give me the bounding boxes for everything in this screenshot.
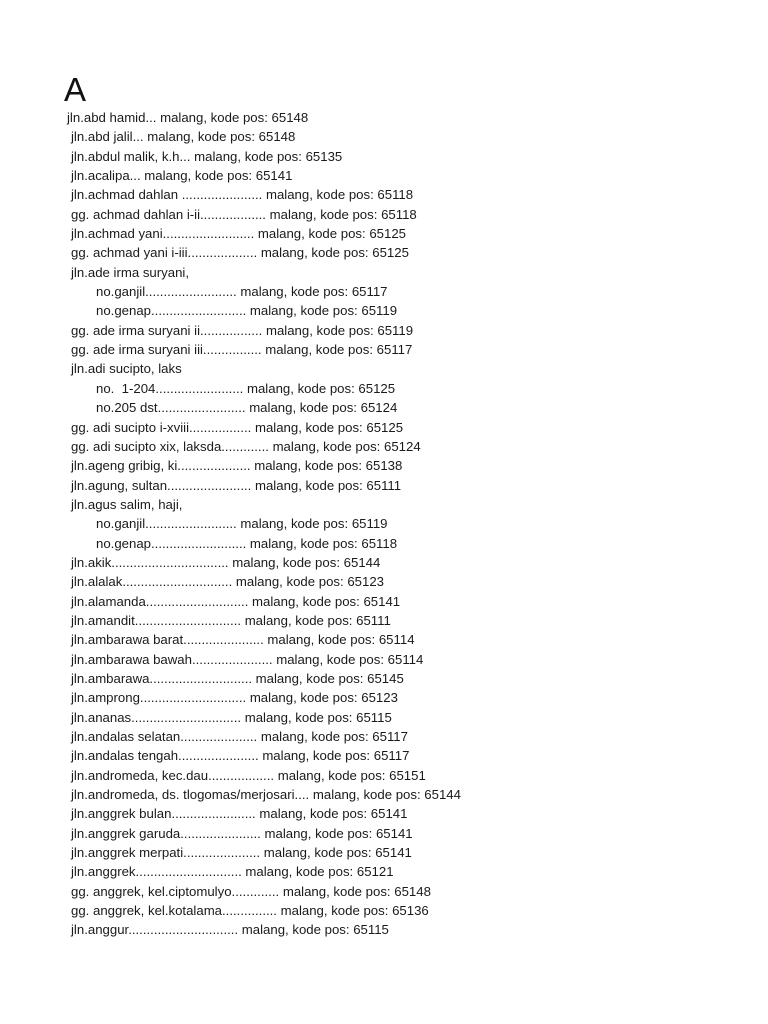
street-entry: jln.akik................................ malang, kode pos: 65144: [71, 554, 381, 570]
street-entry: jln.anggrek merpati..................... malang, kode pos: 65141: [71, 845, 412, 861]
street-entry: jln.andalas selatan..................... malang, kode pos: 65117: [71, 729, 408, 744]
street-entry: jln.ambarawa barat...................... malang, kode pos: 65114: [71, 632, 415, 648]
street-entry: jln.ambarawa bawah...................... malang, kode pos: 65114: [71, 651, 424, 667]
street-entry: jln.achmad dahlan ...................... malang, kode pos: 65118: [71, 187, 414, 203]
street-entry: jln.ambarawa............................ malang, kode pos: 65145: [71, 670, 404, 686]
street-entry: jln.abdul malik, k.h... malang, kode pos: 65135: [71, 148, 343, 164]
street-entry: gg. adi sucipto xix, laksda............. malang, kode pos: 65124: [71, 438, 421, 454]
street-entry: no.genap.......................... malang, kode pos: 65119: [96, 303, 398, 319]
street-entry: no.ganjil......................... malang, kode pos: 65117: [96, 284, 388, 300]
street-entry: no.genap.......................... malang, kode pos: 65118: [96, 535, 398, 551]
street-entry: jln.andromeda, kec.dau.................. malang, kode pos: 65151: [71, 767, 426, 783]
street-entry: jln.acalipa... malang, kode pos: 65141: [71, 168, 293, 184]
street-entry: gg. ade irma suryani iii................ malang, kode pos: 65117: [71, 342, 413, 358]
street-entry: no.ganjil......................... malang, kode pos: 65119: [96, 516, 388, 532]
street-entry: jln.ageng gribig, ki.................... malang, kode pos: 65138: [71, 458, 403, 474]
street-entry: jln.anggrek garuda...................... malang, kode pos: 65141: [71, 825, 413, 841]
street-entry: jln.alalak.............................. malang, kode pos: 65123: [71, 574, 384, 590]
street-entry: jln.ananas.............................. malang, kode pos: 65115: [71, 709, 392, 725]
street-entry: jln.amprong............................. malang, kode pos: 65123: [71, 690, 398, 706]
street-list: [0, 108, 461, 940]
street-entry: gg. achmad yani i-iii................... malang, kode pos: 65125: [71, 245, 409, 261]
street-entry: jln.agung, sultan....................... malang, kode pos: 65111: [71, 477, 402, 493]
street-entry: jln.adi sucipto, laks: [71, 361, 182, 377]
street-entry: gg. achmad dahlan i-ii.................. malang, kode pos: 65118: [71, 206, 417, 222]
street-entry: jln.anggrek............................. malang, kode pos: 65121: [71, 864, 394, 880]
section-heading: A: [64, 71, 87, 108]
street-entry: no.205 dst........................ malang, kode pos: 65124: [96, 400, 398, 416]
street-entry: no. 1-204........................ malang, kode pos: 65125: [96, 380, 396, 396]
street-entry: jln.anggur.............................. malang, kode pos: 65115: [71, 922, 389, 938]
street-entry: jln.abd jalil... malang, kode pos: 65148: [71, 129, 296, 145]
street-entry: gg. anggrek, kel.kotalama............... malang, kode pos: 65136: [71, 903, 429, 919]
street-entry: gg. anggrek, kel.ciptomulyo............. malang, kode pos: 65148: [71, 883, 431, 899]
street-entry: jln.alamanda............................ malang, kode pos: 65141: [71, 593, 401, 609]
street-entry: jln.abd hamid... malang, kode pos: 65148: [67, 110, 309, 125]
street-entry: gg. ade irma suryani ii................. malang, kode pos: 65119: [71, 322, 414, 338]
street-entry: jln.agus salim, haji,: [71, 496, 183, 512]
street-entry: jln.andalas tengah...................... malang, kode pos: 65117: [71, 748, 410, 764]
street-entry: jln.achmad yani......................... malang, kode pos: 65125: [71, 226, 406, 242]
street-entry: gg. adi sucipto i-xviii................. malang, kode pos: 65125: [71, 419, 404, 435]
street-entry: jln.amandit............................. malang, kode pos: 65111: [71, 612, 391, 628]
street-entry: jln.andromeda, ds. tlogomas/merjosari.... malang, kode pos: 65144: [71, 787, 461, 803]
street-entry: jln.anggrek bulan....................... malang, kode pos: 65141: [71, 806, 408, 822]
street-entry: jln.ade irma suryani,: [71, 264, 190, 280]
